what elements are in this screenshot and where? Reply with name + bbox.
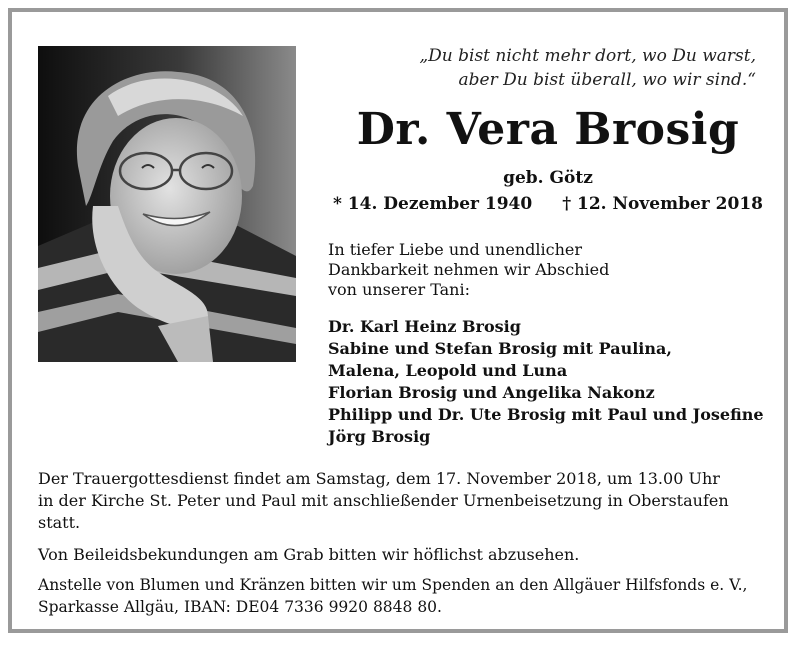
deceased-name: Dr. Vera Brosig [356, 104, 740, 155]
family-member: Jörg Brosig [328, 427, 431, 446]
donation-info [38, 574, 768, 618]
family-member: Sabine und Stefan Brosig mit Paulina, [328, 339, 672, 358]
quote-line-1: „Du bist nicht mehr dort, wo Du warst, [419, 46, 756, 66]
intro-line-2: Dankbarkeit nehmen wir Abschied [328, 260, 610, 279]
family-member: Dr. Karl Heinz Brosig [328, 317, 521, 336]
birth-date: * 14. Dezember 1940 [333, 194, 533, 214]
portrait-illustration [38, 46, 296, 362]
service-info [38, 468, 760, 534]
donation-line-1: Anstelle von Blumen und Kränzen bitten wir um Spenden an den Allgäuer Hilfsfonds e. V., [38, 576, 748, 594]
portrait-photo [38, 46, 296, 362]
service-line-3: statt. [38, 513, 81, 532]
condolence-note: Von Beileidsbekundungen am Grab bitten wir höflichst abzusehen. [38, 545, 580, 564]
family-member: Philipp und Dr. Ute Brosig mit Paul und Josefine [328, 405, 764, 424]
family-member: Malena, Leopold und Luna [328, 361, 568, 380]
donation-line-2: Sparkasse Allgäu, IBAN: DE04 7336 9920 8848 80. [38, 598, 442, 616]
service-line-1: Der Trauergottesdienst findet am Samstag, dem 17. November 2018, um 13.00 Uhr [38, 469, 720, 488]
intro-line-3: von unserer Tani: [328, 280, 470, 299]
service-line-2: in der Kirche St. Peter und Paul mit anschließender Urnenbeisetzung in Oberstaufen [38, 491, 729, 510]
quote-line-2: aber Du bist überall, wo wir sind.“ [458, 70, 756, 90]
family-list [328, 316, 778, 448]
death-date: † 12. November 2018 [562, 194, 763, 214]
intro-line-1: In tiefer Liebe und unendlicher [328, 240, 583, 259]
family-member: Florian Brosig und Angelika Nakonz [328, 383, 655, 402]
farewell-intro [328, 240, 768, 300]
quote [336, 44, 756, 92]
life-dates [330, 194, 766, 214]
maiden-name: geb. Götz [503, 168, 593, 188]
